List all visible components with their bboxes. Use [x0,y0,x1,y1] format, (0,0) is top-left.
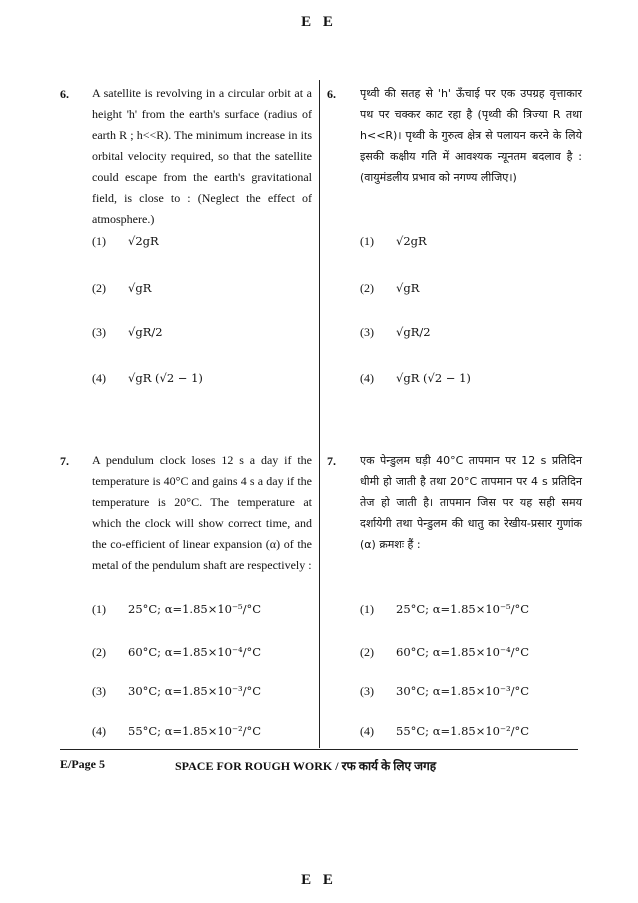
q6-text-hi: पृथ्वी की सतह से 'h' ऊँचाई पर एक उपग्रह वृत्ताकार पथ पर चक्कर काट रहा है (पृथ्वी की त्रिज्या R तथा h<<R)। पृथ्वी के गुरुत्व क्षेत्र से पलायन करने के लिये इसकी कक्षीय गति में आवश्यक न्यूनतम बदलाव है : (वायुमंडलीय प्रभाव को नगण्य लीजिए।) [360,87,582,184]
q7-option-3-hi: (3) 30°C; α=1.85×10⁻³/°C [360,684,530,698]
q7-number-en: 7. [60,454,69,468]
q7-option-3-en: (3) 30°C; α=1.85×10⁻³/°C [92,684,262,698]
q6-option-4-hi: (4) √gR (√2 − 1) [360,371,471,385]
q6-number-en: 6. [60,87,69,101]
q7-option-1-hi: (1) 25°C; α=1.85×10⁻⁵/°C [360,602,530,616]
page-header-code: E E [301,14,337,30]
q7-option-4-hi: (4) 55°C; α=1.85×10⁻²/°C [360,724,530,738]
q6-number-hi: 6. [327,87,336,101]
rough-work-label: SPACE FOR ROUGH WORK / रफ कार्य के लिए जगह [175,759,437,773]
q6-option-1-hi: (1) √2gR [360,234,427,248]
page-footer [60,757,437,773]
q6-text-en: A satellite is revolving in a circular orbit at a height 'h' from the earth's surface (radius of earth R ; h<<R). The minimum increase in its orbital velocity required, so that the satellite could escape from the earth's gravitational field, is close to : (Neglect the effect of atmosphere.) [92,86,312,226]
q6-option-1-en: (1) √2gR [92,234,159,248]
q7-option-4-en: (4) 55°C; α=1.85×10⁻²/°C [92,724,262,738]
q7-option-2-en: (2) 60°C; α=1.85×10⁻⁴/°C [92,645,262,659]
q7-text-en: A pendulum clock loses 12 s a day if the temperature is 40°C and gains 4 s a day if the temperature is 20°C. The temperature at which the clock will show correct time, and the co-efficient of linear expansion (α) of the metal of the pendulum shaft are respectively : [92,453,312,572]
q6-option-4-en: (4) √gR (√2 − 1) [92,371,203,385]
q7-text-hi: एक पेन्डुलम घड़ी 40°C तापमान पर 12 s प्रतिदिन धीमी हो जाती है तथा 20°C तापमान पर 4 s प्रतिदिन तेज हो जाती है। तापमान जिस पर यह सही समय दर्शायेगी तथा पेन्डुलम की धातु का रेखीय-प्रसार गुणांक (α) क्रमशः हैं : [360,454,582,551]
q7-number-hi: 7. [327,454,336,468]
column-divider [319,80,320,748]
q6-option-2-hi: (2) √gR [360,281,420,295]
q7-option-2-hi: (2) 60°C; α=1.85×10⁻⁴/°C [360,645,530,659]
page-footer-code: E E [301,872,337,888]
q6-option-3-hi: (3) √gR/2 [360,325,431,339]
page-number: E/Page 5 [60,757,105,771]
q6-option-3-en: (3) √gR/2 [92,325,163,339]
footer-rule [60,749,578,750]
q7-option-1-en: (1) 25°C; α=1.85×10⁻⁵/°C [92,602,262,616]
q6-option-2-en: (2) √gR [92,281,152,295]
